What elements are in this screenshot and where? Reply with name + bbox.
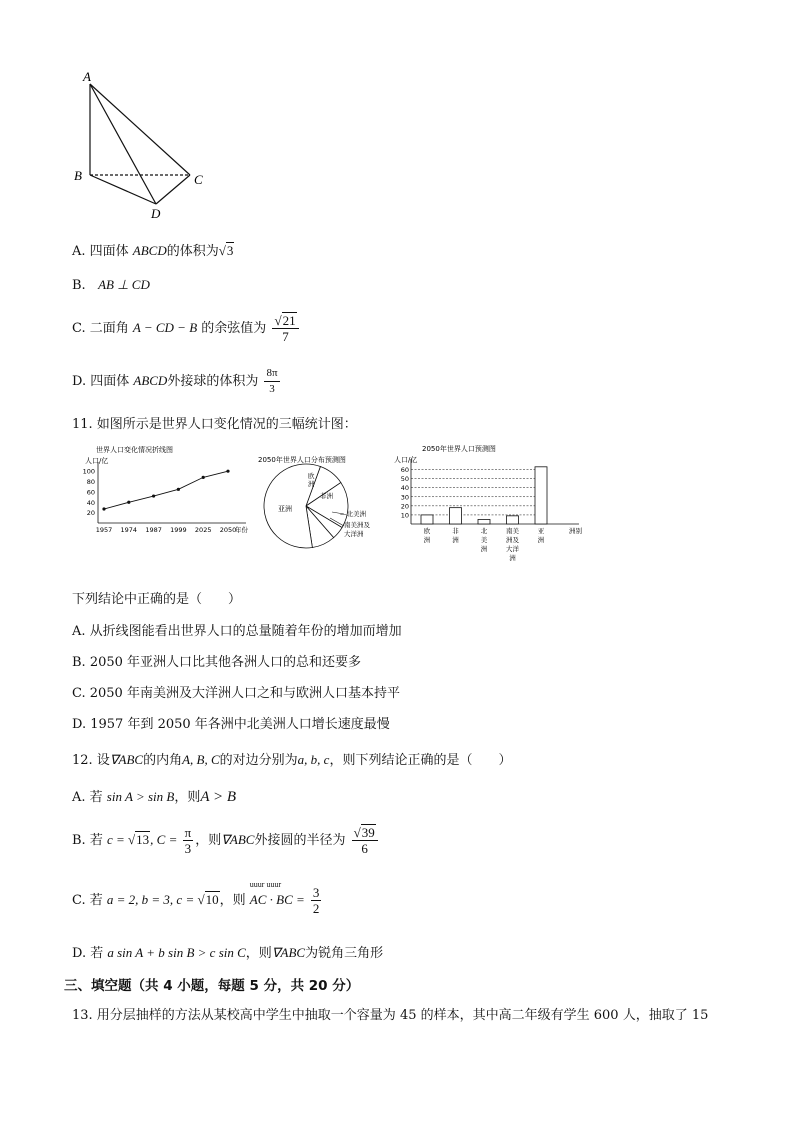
q10-c-fraction: $\frac{√21}{7}$ xyxy=(272,313,298,344)
pie-label: —北美洲 xyxy=(340,510,366,518)
bar xyxy=(478,519,490,524)
q12-option-d xyxy=(72,942,383,961)
line-chart-title: 世界人口变化情况折线图 xyxy=(96,446,173,454)
q12-c-sqrt: 10 xyxy=(205,892,219,907)
bar-chart-ytick: 20 xyxy=(400,502,409,511)
vertex-label-d: D xyxy=(151,206,161,221)
q10-option-d xyxy=(72,366,282,397)
bar-chart-ytick: 40 xyxy=(400,484,409,493)
q10-a-prefix: A. 四面体 xyxy=(72,244,129,259)
q12-b-csqrt: 13 xyxy=(136,832,150,847)
q10-d-math: ABCD xyxy=(133,373,168,388)
q10-d-mid: 外接球的体积为 xyxy=(167,374,259,389)
q11-option-a: A. 从折线图能看出世界人口的总量随着年份的增加而增加 xyxy=(72,624,402,639)
bar-chart-xtick: 非 xyxy=(452,527,459,535)
line-chart-point xyxy=(202,476,205,479)
q12-d-triangle: ∇ABC xyxy=(271,945,306,960)
bar-chart-xtick: 洲及 xyxy=(506,536,519,544)
line-chart-xtick: 1999 xyxy=(170,526,187,534)
q12-sides: a, b, c xyxy=(297,752,330,767)
q10-option-a: A. 四面体 ABCD的体积为√3 xyxy=(72,243,234,259)
q12-a-prefix: A. 若 xyxy=(72,790,103,805)
q10-d-prefix: D. 四面体 xyxy=(72,374,130,389)
bar xyxy=(507,516,519,524)
q12-b-mid2: 外接圆的半径为 xyxy=(254,833,346,848)
line-chart-xtick: 1987 xyxy=(145,526,162,534)
line-chart-xtick: 2050 xyxy=(219,526,237,534)
pie-label: 非洲 xyxy=(320,492,333,500)
q10-d-fraction: $\frac{8\pi}{3}$ xyxy=(266,367,278,395)
line-chart-ylabel: 人口/亿 xyxy=(85,457,109,465)
q11-option-b: B. 2050 年亚洲人口比其他各洲人口的总和还要多 xyxy=(72,655,362,670)
q12-stem-post: ，则下列结论正确的是（ ） xyxy=(329,753,512,768)
line-chart-ytick: 20 xyxy=(86,509,95,518)
line-chart-ytick: 60 xyxy=(86,488,95,497)
q12-c-vector: AC · BC = xyxy=(249,892,305,907)
q12-d-mid: ，则 xyxy=(245,946,272,961)
q12-c-fraction: $\frac{3}{2}$ xyxy=(312,885,320,916)
q12-d-math: a sin A + b sin B > c sin C xyxy=(107,945,246,960)
q12-option-a xyxy=(72,786,236,806)
bar xyxy=(421,515,433,524)
q10-c-prefix: C. 二面角 xyxy=(72,321,129,336)
q10-b-prefix: B. xyxy=(72,278,86,293)
tetrahedron-figure xyxy=(70,64,220,224)
pie-label: 南美洲及 xyxy=(344,521,370,529)
section-heading: 三、填空题（共 4 小题，每题 5 分，共 20 分） xyxy=(64,978,360,994)
line-chart-xtick: 2025 xyxy=(194,526,212,534)
line-chart-xtick: 1957 xyxy=(95,526,113,534)
q12-b-prefix: B. 若 xyxy=(72,833,103,848)
line-chart-ytick: 100 xyxy=(82,467,95,476)
q10-b-math: AB ⊥ CD xyxy=(98,277,150,292)
bar-chart-xtick: 亚 xyxy=(537,527,545,535)
q10-a-value: 3 xyxy=(226,243,234,258)
q10-option-b xyxy=(72,277,150,293)
line-chart-point xyxy=(152,494,155,497)
q12-c-vector-expr xyxy=(249,880,305,908)
pie-label: 大洋洲 xyxy=(344,530,364,538)
q11-question: 下列结论中正确的是（ ） xyxy=(72,592,242,607)
vertex-label-c: C xyxy=(194,172,203,187)
q13-stem: 13. 用分层抽样的方法从某校高中学生中抽取一个容量为 45 的样本，其中高二年级有学生 600 人，抽取了 15 xyxy=(72,1008,709,1023)
bar-chart-title: 2050年世界人口预测图 xyxy=(422,445,496,453)
q12-option-c: C. 若 a = 2, b = 3, c = √10，则 uuur uuur AC · BC = $\frac{3}{2}$ xyxy=(72,880,320,916)
q10-c-math: A − CD − B xyxy=(132,320,198,335)
q12-a-mid: ，则 xyxy=(174,790,201,805)
q12-b-radius-fraction: $\frac{√39}{6}$ xyxy=(352,825,378,856)
pie-label: 亚洲 xyxy=(278,505,292,513)
q10-c-mid: 的余弦值为 xyxy=(201,321,267,336)
bar-chart-ytick: 60 xyxy=(400,466,409,475)
pie-chart xyxy=(254,454,394,550)
pie-label: 洲 xyxy=(308,480,315,488)
bar-chart-xtick: 南美 xyxy=(506,527,519,535)
bar-chart-xtick: 洲 xyxy=(423,536,431,544)
q11-option-c: C. 2050 年南美洲及大洋洲人口之和与欧洲人口基本持平 xyxy=(72,686,400,701)
q12-stem xyxy=(72,749,511,768)
q12-stem-mid2: 的对边分别为 xyxy=(219,753,298,768)
q10-a-math: ABCD xyxy=(132,243,167,258)
q12-option-b: B. 若 c = √13, C = $\frac{\pi}{3}$ ，则∇ABC外接圆的半径为 $\frac{√39}{6}$ xyxy=(72,825,380,856)
line-chart-xtick: 1974 xyxy=(120,526,138,534)
q12-d-prefix: D. 若 xyxy=(72,946,104,961)
pie-label: 欧 xyxy=(308,472,315,480)
q12-d-post: 为锐角三角形 xyxy=(305,946,384,961)
q12-stem-prefix: 12. 设 xyxy=(72,753,110,768)
q12-a-result: A > B xyxy=(200,789,237,805)
vertex-label-a: A xyxy=(83,69,91,84)
q12-c-prefix: C. 若 xyxy=(72,893,103,908)
bar-chart-xtick: 洲 xyxy=(509,554,516,562)
q11-stem: 11. 如图所示是世界人口变化情况的三幅统计图： xyxy=(72,417,357,432)
line-chart-point xyxy=(102,507,105,510)
bar-chart-ylabel: 人口/亿 xyxy=(394,456,418,464)
q12-a-math: sin A > sin B xyxy=(106,789,175,804)
bar-chart-ytick: 30 xyxy=(400,493,409,502)
bar-chart xyxy=(392,441,588,575)
line-chart-series-line xyxy=(104,471,228,509)
bar-chart-xtick: 洲 xyxy=(452,536,459,544)
pie-chart-title: 2050年世界人口分布预测图 xyxy=(258,456,346,464)
line-chart-point xyxy=(226,470,229,473)
q10-option-c xyxy=(72,313,301,344)
line-chart-xlabel: 年份 xyxy=(235,526,248,534)
q12-b-triangle: ∇ABC xyxy=(221,832,255,847)
line-chart-point xyxy=(127,501,130,504)
bar-chart-xtick: 美 xyxy=(480,536,488,544)
bar-chart-ytick: 50 xyxy=(400,475,409,484)
q12-c-mid: ，则 xyxy=(219,893,246,908)
bar-chart-ytick: 10 xyxy=(400,511,409,520)
q11-option-d: D. 1957 年到 2050 年各洲中北美洲人口增长速度最慢 xyxy=(72,717,390,732)
bar-chart-xtick: 洲 xyxy=(480,545,488,553)
q12-stem-mid: 的内角 xyxy=(143,753,183,768)
q10-a-mid: 的体积为 xyxy=(166,244,219,259)
vertex-label-b: B xyxy=(74,168,82,183)
bar-chart-xtick: 大洋 xyxy=(506,545,519,553)
q12-b-c: c = xyxy=(106,832,129,847)
q12-triangle: ∇ABC xyxy=(109,752,144,767)
bar-chart-xtick: 北 xyxy=(480,527,488,535)
q12-c-vector-arrows: uuur uuur xyxy=(249,880,282,889)
bar-chart-xlabel: 洲别 xyxy=(569,527,582,535)
q12-b-angle-fraction: $\frac{\pi}{3}$ xyxy=(184,825,192,856)
q12-b-mid: ，则 xyxy=(195,833,222,848)
line-chart-ytick: 80 xyxy=(86,478,95,487)
q12-angles: A, B, C xyxy=(182,752,220,767)
line-chart xyxy=(82,444,262,548)
q12-c-math: a = 2, b = 3, c = xyxy=(106,892,198,907)
line-chart-ytick: 40 xyxy=(86,498,95,507)
bar xyxy=(535,467,547,524)
bar xyxy=(450,508,462,524)
q12-b-angle: , C = xyxy=(150,832,181,847)
bar-chart-xtick: 洲 xyxy=(537,536,545,544)
line-chart-point xyxy=(177,488,180,491)
bar-chart-xtick: 欧 xyxy=(423,527,431,535)
